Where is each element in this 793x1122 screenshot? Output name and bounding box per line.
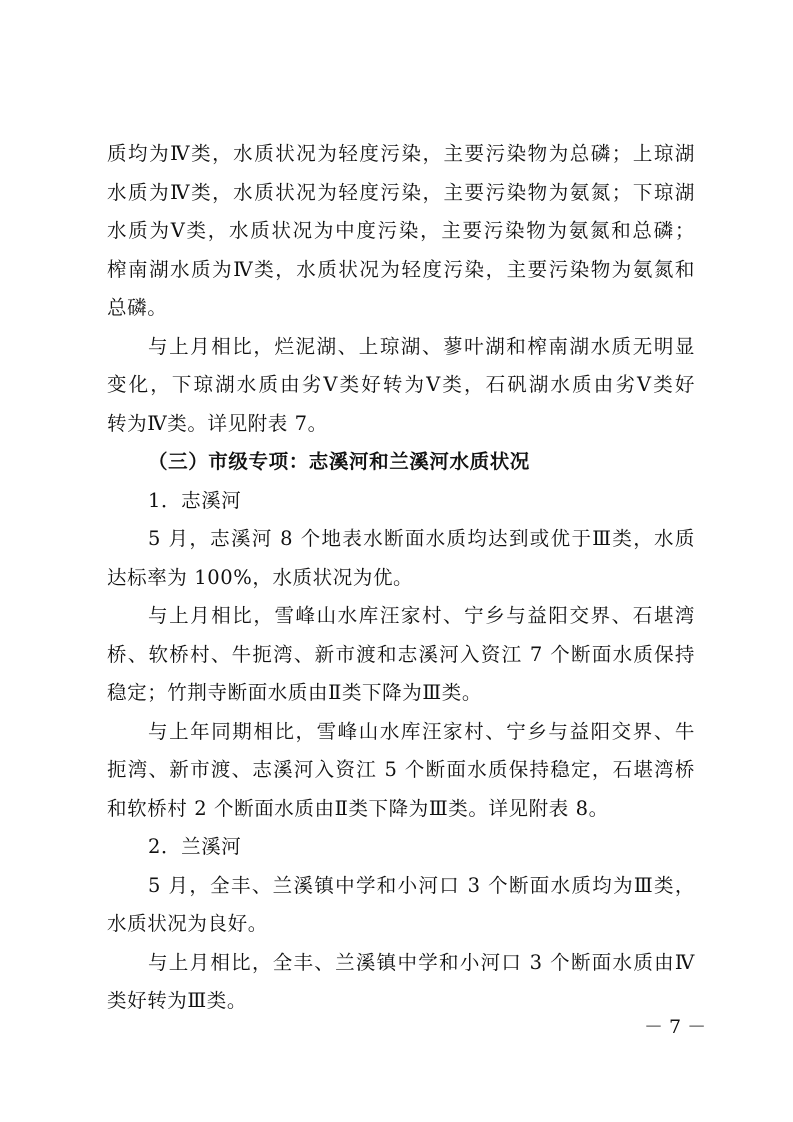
paragraph-lakes-quality — [107, 135, 695, 328]
text-line: 榨南湖水质为Ⅳ类，水质状况为轻度污染，主要污染物为氨氮和 — [107, 257, 695, 281]
paragraph-zhixi-yearly-change — [107, 713, 695, 829]
text-line: 质均为Ⅳ类，水质状况为轻度污染，主要污染物为总磷；上琼湖 — [107, 142, 695, 165]
text-line: 类好转为Ⅲ类。 — [107, 989, 248, 1012]
page-number: － 7 － — [644, 1016, 707, 1038]
paragraph-zhixi-monthly-change — [107, 597, 695, 713]
text-line: 水质为Ⅳ类，水质状况为轻度污染，主要污染物为氨氮；下琼湖 — [107, 180, 695, 204]
subsection-heading-zhixi-river: 1．志溪河 — [148, 488, 242, 512]
paragraph-lanxi-monthly-change — [107, 944, 695, 1021]
document-body — [107, 135, 695, 1021]
text-line: 水质状况为良好。 — [107, 912, 268, 935]
subsection-heading-lanxi-river: 2．兰溪河 — [148, 835, 242, 858]
text-line: 水质为Ⅴ类，水质状况为中度污染，主要污染物为氨氮和总磷； — [107, 219, 695, 242]
text-line: 稳定；竹荆寺断面水质由Ⅱ类下降为Ⅲ类。 — [107, 681, 482, 704]
text-line: 桥、软桥村、牛扼湾、新市渡和志溪河入资江 7 个断面水质保持 — [107, 642, 695, 666]
text-line: 变化，下琼湖水质由劣Ⅴ类好转为Ⅴ类，石矾湖水质由劣Ⅴ类好 — [107, 373, 695, 396]
paragraph-lanxi-overview — [107, 867, 695, 944]
text-line: 与上月相比，烂泥湖、上琼湖、蓼叶湖和榨南湖水质无明显 — [148, 334, 695, 358]
text-line: 和软桥村 2 个断面水质由Ⅱ类下降为Ⅲ类。详见附表 8。 — [107, 796, 609, 820]
paragraph-lakes-monthly-change — [107, 328, 695, 444]
text-line: 与上年同期相比，雪峰山水库汪家村、宁乡与益阳交界、牛 — [148, 719, 695, 743]
text-line: 5 月，全丰、兰溪镇中学和小河口 3 个断面水质均为Ⅲ类， — [148, 873, 695, 897]
text-line: 总磷。 — [107, 296, 168, 319]
paragraph-zhixi-overview — [107, 520, 695, 597]
text-line: 转为Ⅳ类。详见附表 7。 — [107, 411, 328, 435]
text-line: 达标率为 100%，水质状况为优。 — [107, 565, 414, 589]
text-line: 扼湾、新市渡、志溪河入资江 5 个断面水质保持稳定，石堪湾桥 — [107, 758, 695, 781]
text-line: 5 月，志溪河 8 个地表水断面水质均达到或优于Ⅲ类，水质 — [148, 527, 695, 550]
text-line: 与上月相比，全丰、兰溪镇中学和小河口 3 个断面水质由Ⅳ — [148, 950, 695, 974]
section-heading-municipal: （三）市级专项：志溪河和兰溪河水质状况 — [148, 450, 530, 473]
text-line: 与上月相比，雪峰山水库汪家村、宁乡与益阳交界、石堪湾 — [148, 604, 695, 627]
